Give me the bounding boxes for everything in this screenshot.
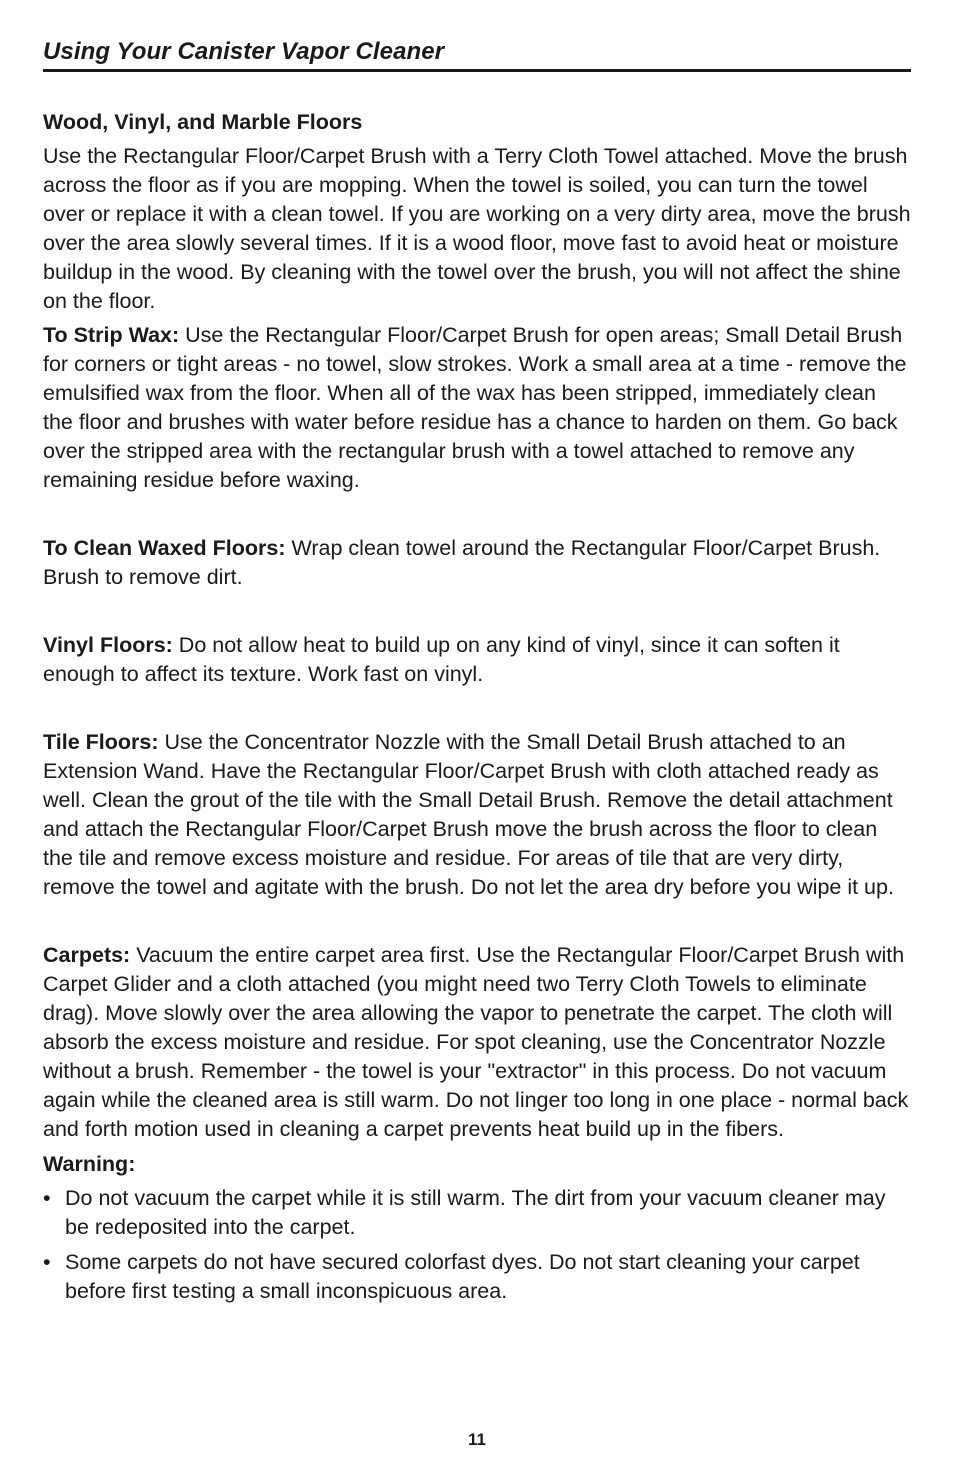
tile-floors-lead: Tile Floors: xyxy=(43,730,159,754)
vinyl-floors-paragraph xyxy=(43,631,911,689)
strip-wax-text: Use the Rectangular Floor/Carpet Brush for open areas; Small Detail Brush for corners or tight areas - no towel, slow strokes. Work a small area at a time - remove the emulsified wax from the floor. When all of the wax has been stripped, immediately clean the floor and brushes with water before residue has a chance to harden on them. Go back over the stripped area with the rectangular brush with a towel attached to remove any remaining residue before waxing. xyxy=(43,323,907,492)
vinyl-floors-text: Do not allow heat to build up on any kind of vinyl, since it can soften it enough to affect its texture. Work fast on vinyl. xyxy=(43,633,840,686)
page-number: 11 xyxy=(468,1430,486,1449)
carpets-lead: Carpets: xyxy=(43,943,131,967)
warning-list-item xyxy=(43,1184,911,1242)
carpets-paragraph xyxy=(43,941,911,1144)
warning-list xyxy=(43,1184,911,1306)
section-heading: Wood, Vinyl, and Marble Floors xyxy=(43,110,363,134)
waxed-floors-lead: To Clean Waxed Floors: xyxy=(43,536,286,560)
strip-wax-lead: To Strip Wax: xyxy=(43,323,180,347)
warning-item-text: Do not vacuum the carpet while it is still warm. The dirt from your vacuum cleaner may be redeposited into the carpet. xyxy=(65,1186,886,1239)
carpets-text: Vacuum the entire carpet area first. Use the Rectangular Floor/Carpet Brush with Carpet Glider and a cloth attached (you might need two Terry Cloth Towels to eliminate drag). Move slowly over the area allowing the vapor to penetrate the carpet. The cloth will absorb the excess moisture and residue. For spot cleaning, use the Concentrator Nozzle without a brush. Remember - the towel is your "extractor" in this process. Do not vacuum again while the cleaned area is still warm. Do not linger too long in one place - normal back and forth motion used in cleaning a carpet prevents heat build up in the fibers. xyxy=(43,943,909,1141)
strip-wax-paragraph xyxy=(43,321,911,495)
tile-floors-text: Use the Concentrator Nozzle with the Small Detail Brush attached to an Extension Wand. Have the Rectangular Floor/Carpet Brush with cloth attached ready as well. Clean the grout of the tile with the Small Detail Brush. Remove the detail attachment and attach the Rectangular Floor/Carpet Brush move the brush across the floor to clean the tile and remove excess moisture and residue. For areas of tile that are very dirty, remove the towel and agitate with the brush. Do not let the area dry before you wipe it up. xyxy=(43,730,894,899)
manual-page xyxy=(43,36,911,1306)
warning-item-text: Some carpets do not have secured colorfast dyes. Do not start cleaning your carpet before first testing a small inconspicuous area. xyxy=(65,1250,860,1303)
section-intro-paragraph: Use the Rectangular Floor/Carpet Brush with a Terry Cloth Towel attached. Move the brush across the floor as if you are mopping. When the towel is soiled, you can turn the towel over or replace it with a clean towel. If you are working on a very dirty area, move the brush over the area slowly several times. If it is a wood floor, move fast to avoid heat or moisture buildup in the wood. By cleaning with the towel over the brush, you will not affect the shine on the floor. xyxy=(43,144,911,313)
tile-floors-paragraph xyxy=(43,728,911,902)
warning-heading: Warning: xyxy=(43,1152,136,1176)
waxed-floors-text: Wrap clean towel around the Rectangular Floor/Carpet Brush. Brush to remove dirt. xyxy=(43,536,881,589)
warning-list-item xyxy=(43,1248,911,1306)
vinyl-floors-lead: Vinyl Floors: xyxy=(43,633,173,657)
waxed-floors-paragraph xyxy=(43,534,911,592)
bullet-icon: • xyxy=(43,1250,51,1274)
bullet-icon: • xyxy=(43,1186,51,1210)
page-title: Using Your Canister Vapor Cleaner xyxy=(43,38,445,65)
page-header xyxy=(43,36,911,72)
